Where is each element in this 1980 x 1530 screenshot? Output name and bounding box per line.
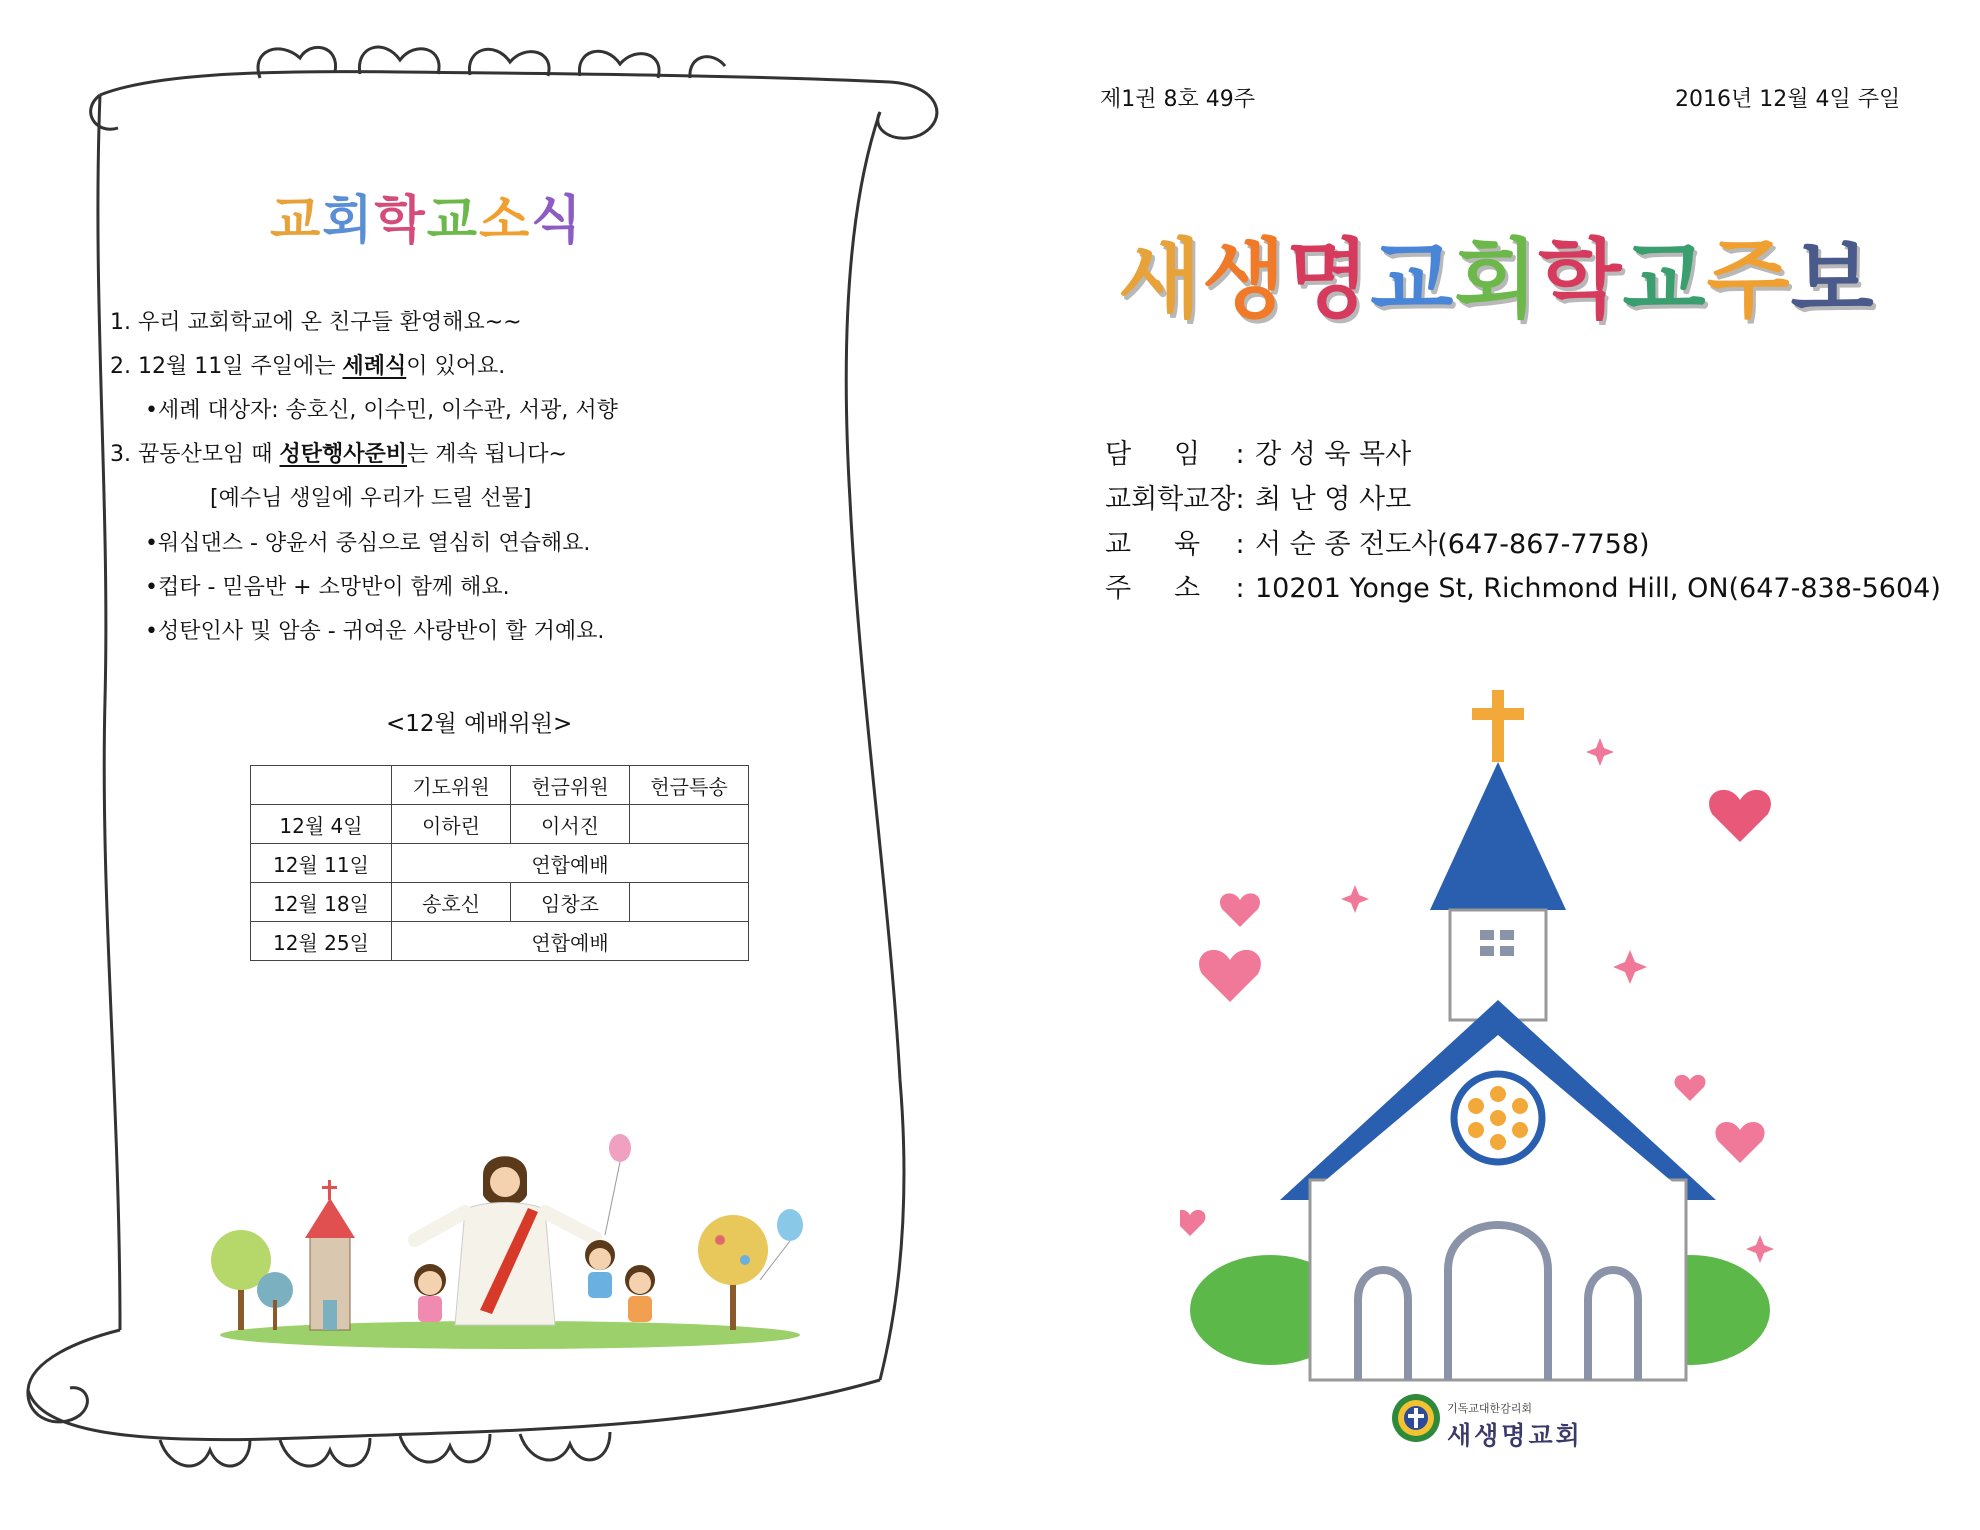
staff-value: 강 성 욱 목사	[1255, 439, 1412, 470]
staff-row: 주 소 : 10201 Yonge St, Richmond Hill, ON(647-838-5604)	[1105, 566, 1941, 605]
news-item: •워십댄스 - 양윤서 중심으로 열심히 연습해요.	[145, 531, 591, 556]
committee-cell-date: 12월 18일	[251, 883, 392, 922]
news-item: •성탄인사 및 암송 - 귀여운 사랑반이 할 거예요.	[145, 619, 605, 644]
committee-cell-prayer: 이하린	[392, 805, 511, 844]
committee-cell-merged: 연합예배	[392, 844, 749, 883]
staff-role: 주 소	[1105, 573, 1201, 604]
news-highlight: 성탄행사준비	[279, 442, 407, 467]
news-item: 1. 우리 교회학교에 온 친구들 환영해요~~	[110, 310, 522, 335]
news-item: •컵타 - 믿음반 + 소망반이 함께 해요.	[145, 575, 510, 600]
title-char: 학	[374, 191, 427, 251]
committee-cell-date: 12월 4일	[251, 805, 392, 844]
staff-role: 담 임	[1105, 439, 1201, 470]
committee-table	[250, 765, 749, 961]
news-item: 3. 꿈동산모임 때 성탄행사준비는 계속 됩니다~	[110, 442, 567, 467]
committee-cell-offering: 이서진	[511, 805, 630, 844]
title-char: 회	[322, 191, 375, 251]
committee-cell-date: 12월 11일	[251, 844, 392, 883]
table-row	[251, 805, 749, 844]
title-char: 소	[478, 191, 532, 251]
title-char: 학	[1538, 230, 1623, 330]
news-item: [예수님 생일에 우리가 드릴 선물]	[210, 486, 532, 511]
staff-value: 10201 Yonge St, Richmond Hill, ON(647-838-5604)	[1255, 573, 1941, 604]
committee-cell-offering: 임창조	[511, 883, 630, 922]
committee-header-cell: 기도위원	[392, 766, 511, 805]
title-char: 새	[1118, 230, 1203, 330]
table-row	[251, 883, 749, 922]
title-char: 주	[1706, 230, 1791, 330]
staff-role: 교 육	[1105, 529, 1201, 560]
news-highlight: 세례식	[342, 354, 407, 379]
church-name: 새생명교회	[1447, 1421, 1583, 1450]
news-item: 2. 12월 11일 주일에는 세례식이 있어요.	[110, 354, 506, 379]
committee-header-cell	[251, 766, 392, 805]
title-char: 회	[1454, 230, 1539, 330]
title-char: 교	[426, 191, 479, 251]
title-char: 교	[1370, 230, 1455, 330]
staff-value: 서 순 종 전도사(647-867-7758)	[1255, 529, 1650, 560]
church-illustration	[1180, 680, 1790, 1390]
staff-value: 최 난 영 사모	[1255, 484, 1412, 515]
jesus-children-illustration	[200, 1120, 820, 1350]
committee-cell-special	[630, 805, 749, 844]
staff-role: 교회학교장	[1105, 484, 1236, 515]
bulletin-title	[1118, 210, 1875, 334]
title-char: 명	[1286, 230, 1371, 330]
committee-cell-merged: 연합예배	[392, 922, 749, 961]
title-char: 교	[1622, 230, 1707, 330]
staff-row: 교회학교장: 최 난 영 사모	[1105, 477, 1411, 516]
news-item: •세례 대상자: 송호신, 이수민, 이수관, 서광, 서향	[145, 398, 618, 423]
committee-cell-date: 12월 25일	[251, 922, 392, 961]
committee-cell-special	[630, 883, 749, 922]
table-row	[251, 922, 749, 961]
committee-header-cell: 헌금특송	[630, 766, 749, 805]
staff-row: 교 육 : 서 순 종 전도사(647-867-7758)	[1105, 522, 1650, 561]
denomination-name: 기독교대한감리회	[1447, 1402, 1533, 1415]
title-char: 생	[1202, 230, 1287, 330]
church-emblem-icon	[1390, 1392, 1442, 1444]
table-row	[251, 844, 749, 883]
committee-title: <12월 예배위원>	[386, 711, 573, 737]
staff-row: 담 임 : 강 성 욱 목사	[1105, 432, 1411, 471]
committee-header-cell: 헌금위원	[511, 766, 630, 805]
news-title	[270, 178, 583, 253]
committee-cell-prayer: 송호신	[392, 883, 511, 922]
title-char: 교	[270, 191, 323, 251]
committee-header-row	[251, 766, 749, 805]
title-char: 식	[531, 191, 584, 251]
volume-info: 제1권 8호 49주	[1100, 87, 1255, 112]
bulletin-date: 2016년 12월 4일 주일	[1675, 87, 1901, 112]
title-char: 보	[1790, 230, 1875, 330]
church-logo-text	[1447, 1400, 1583, 1452]
